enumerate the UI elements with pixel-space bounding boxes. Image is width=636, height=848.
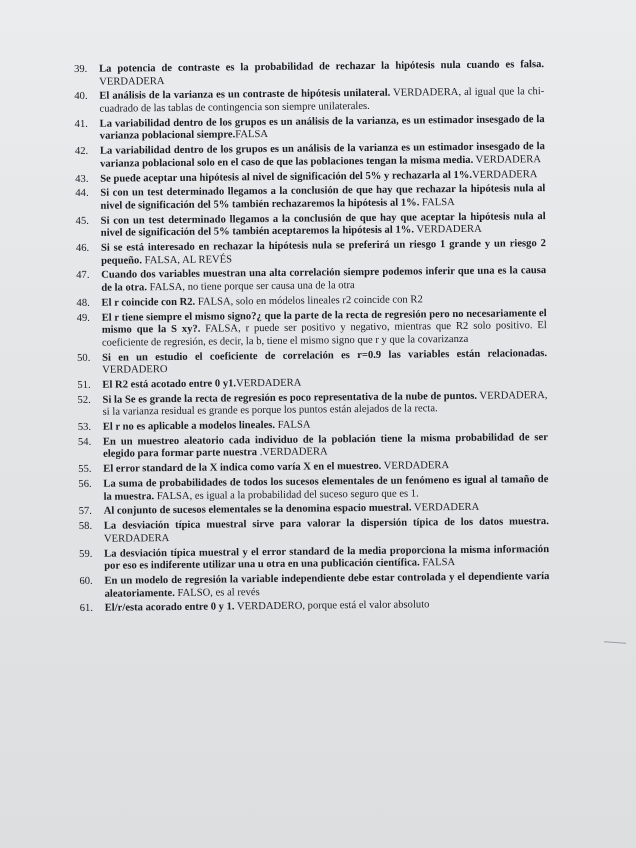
item-question: La desviación típica muestral sirve para valorar la dispersión típica de los datos muestra. (103, 516, 549, 532)
item-answer: FALSA (275, 419, 311, 431)
item-answer: FALSA, solo en módelos lineales r2 coincide con R2 (195, 294, 423, 308)
item-question: La suma de probabilidades de todos los sucesos elementales de un fenómeno es igual al tamaño de la muestra. (103, 474, 549, 503)
item-answer: FALSA (419, 557, 456, 569)
item-answer: VERDADERA, si la varianza residual es grande es porque los puntos están alejados de la recta. (102, 389, 548, 419)
list-item (80, 598, 550, 616)
item-answer: FALSO, es al revés (174, 586, 260, 599)
item-question: Si en un estudio el coeficiente de correlación es r=0.9 las variables están relacionadas. (102, 347, 548, 364)
list-item (78, 474, 548, 504)
item-number: 57. (78, 506, 92, 518)
list-item (75, 141, 545, 171)
item-answer: VERDADERA, al igual que la chi-cuadrado de las tablas de contingencia son siempre unilaterales. (99, 86, 545, 115)
item-number: 58. (78, 520, 93, 533)
list-item (74, 86, 544, 116)
item-question: Si con un test determinado llegamos a la conclusión de que hay que rechazar la hipótesis nula al nivel de significación del 5% también rechazaremos la hipótesis al 1%. (100, 183, 546, 212)
list-item (76, 265, 546, 295)
item-answer: VERDADERA (99, 75, 165, 88)
item-answer: VERDADERA (411, 502, 480, 514)
list-item (79, 516, 549, 546)
item-question: Si con un test determinado llegamos a la conclusión de que hay que aceptar la hipótesis nula al nivel de significación del 5% también aceptaremos la hipótesis al 1%. (100, 210, 546, 239)
item-number: 46. (75, 242, 90, 255)
item-number: 52. (77, 394, 91, 406)
item-answer: FALSA (235, 129, 269, 141)
item-number: 44. (75, 188, 89, 200)
item-answer: VERDADERO, porque está el valor absoluto (234, 599, 430, 613)
item-question: El r coincide con R2. (101, 296, 196, 309)
item-number: 49. (76, 312, 90, 324)
item-question: El r no es aplicable a modelos lineales. (102, 419, 276, 433)
item-answer: VERDADERA (471, 168, 538, 181)
item-question: Al conjunto de sucesos elementales se la denomina espacio muestral. (103, 502, 412, 518)
item-number: 50. (77, 352, 91, 364)
item-number: 42. (74, 145, 89, 158)
item-answer: VERDADERA (413, 223, 482, 236)
item-number: 43. (75, 173, 89, 185)
list-item (74, 59, 544, 89)
item-number: 61. (79, 603, 94, 615)
item-question: La variabilidad dentro de los grupos es un análisis de la varianza, es un estimador insesgado de la varianza poblacional siempre. (99, 113, 545, 143)
item-answer: VERDADERA (103, 532, 170, 545)
item-question: El error standard de la X indica como varía X en el muestreo. (103, 461, 382, 475)
item-answer: VERDADERA (235, 377, 302, 390)
item-question: Cuando dos variables muestran una alta correlación siempre podemos inferir que una es la causa de la otra. (101, 265, 547, 294)
item-question: La variabilidad dentro de los grupos es un análisis de la varianza es un estimador insesgado de la varianza poblacional solo en el caso de que las poblaciones tengan la misma media. (99, 141, 545, 170)
item-answer: FALSA (419, 196, 455, 209)
list-item (78, 432, 548, 462)
list-item (75, 183, 545, 213)
question-list (74, 59, 550, 618)
item-number: 53. (77, 421, 92, 434)
item-question: En un modelo de regresión la variable independiente debe estar controlada y el dependiente varía aleatoriamente. (104, 570, 550, 600)
item-answer: FALSA, no tiene porque ser causa una de la otra (146, 280, 355, 294)
item-question: En un muestreo aleatorio cada individuo de la población tiene la misma probabilidad de ser elegido para formar parte nuestra (102, 431, 548, 461)
item-question: La desviación típica muestral y el error standard de la media proporciona la misma información por eso es indiferente utilizar una u otra en una publicación científica. (104, 543, 550, 572)
item-question: La potencia de contraste es la probabilidad de rechazar la hipótesis nula cuando es falsa. (98, 59, 545, 75)
item-number: 56. (78, 478, 92, 490)
item-answer: VERDADERA (381, 460, 450, 473)
item-answer: .VERDADERA (257, 446, 328, 459)
item-number: 60. (79, 575, 93, 587)
list-item (76, 211, 546, 241)
item-question: Si la Se es grande la recta de regresión es poco representativa de la nube de puntos. (102, 390, 478, 406)
item-answer: VERDADERO (102, 364, 168, 376)
list-item (79, 544, 549, 574)
list-item (79, 571, 549, 601)
item-number: 45. (75, 215, 89, 227)
list-item (77, 348, 547, 378)
item-answer: FALSA, es igual a la probabilidad del suceso seguro que es 1. (154, 488, 419, 502)
item-question: El análisis de la varianza es un contraste de hipótesis unilateral. (99, 88, 391, 103)
item-number: 48. (76, 297, 90, 309)
margin-pen-mark (604, 641, 626, 644)
item-number: 39. (74, 63, 88, 75)
item-number: 40. (74, 91, 88, 103)
item-question: Se puede aceptar una hipótesis al nivel de significación del 5% y rechazarla al 1%. (100, 169, 473, 185)
item-answer: VERDADERA (473, 153, 542, 166)
item-number: 55. (78, 464, 92, 476)
item-number: 51. (77, 379, 91, 391)
item-answer: FALSA, AL REVÉS (141, 253, 233, 266)
list-item (75, 114, 545, 144)
item-question: El R2 está acotado entre 0 y1. (102, 378, 237, 391)
item-question: El/r/esta acorado entre 0 y 1. (104, 601, 235, 614)
item-question: Si se está interesado en rechazar la hipótesis nula se preferirá un riesgo 1 grande y un riesgo 2 pequeño. (100, 238, 546, 267)
item-number: 54. (77, 436, 92, 448)
list-item (77, 308, 547, 351)
item-number: 41. (74, 118, 88, 130)
item-answer: FALSA, r puede ser positivo y negativo, mientras que R2 solo positivo. El coeficiente de regresión, es decir, la b, tiene el mismo signo que r y que la covarizanza (101, 320, 547, 349)
item-question: El r tiene siempre el mismo signo?¿ que la parte de la recta de regresión pero no necesariamente el mismo que la S xy?. (101, 307, 547, 336)
list-item (77, 390, 547, 420)
list-item (76, 238, 546, 268)
item-number: 59. (79, 548, 93, 560)
item-number: 47. (76, 270, 90, 282)
